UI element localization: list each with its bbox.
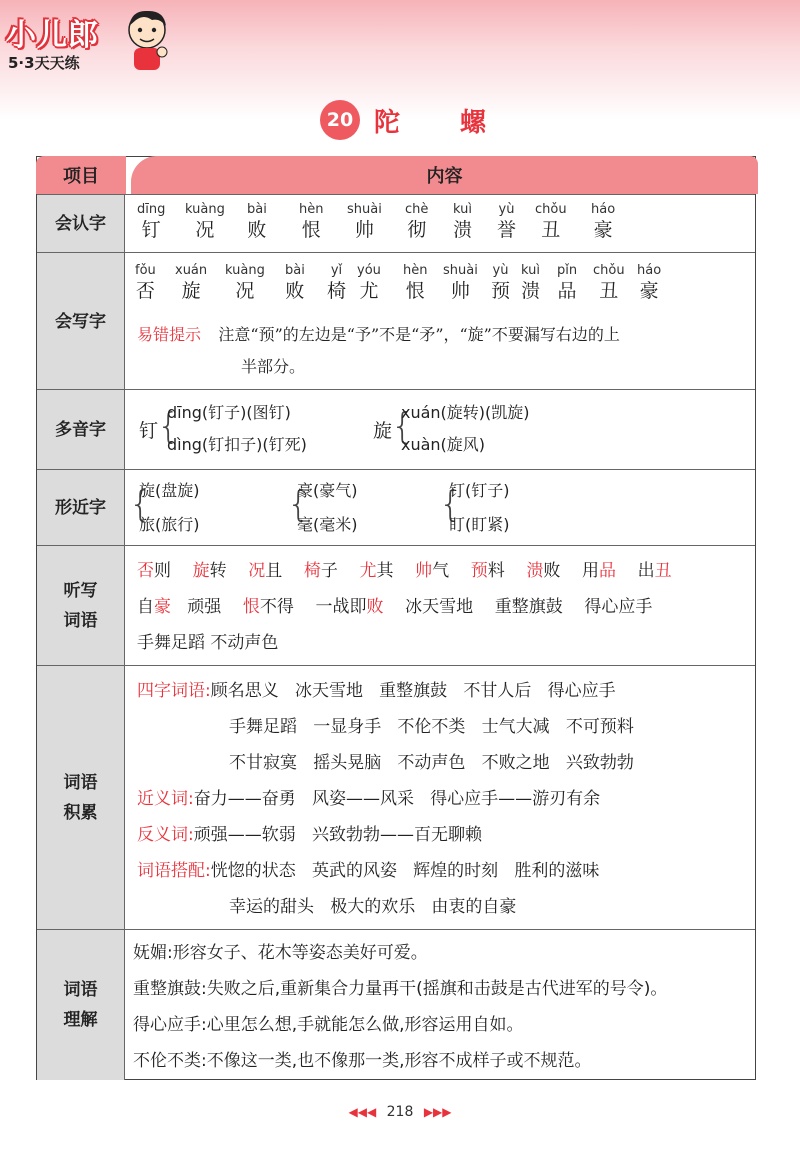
char-cell: shuài 帅 — [347, 202, 382, 241]
brand-name: 小儿郎 — [6, 18, 99, 53]
row-label: 形近字 — [37, 470, 125, 546]
column-header-item: 项目 — [36, 156, 126, 194]
char-cell: yǐ 椅 — [327, 263, 347, 302]
char-cell: kuàng 况 — [185, 202, 225, 241]
antonyms: 反义词:顽强——软弱 兴致勃勃——百无聊赖 — [137, 825, 482, 845]
accumulate-content — [137, 666, 749, 930]
dictation-line: 手舞足蹈 不动声色 — [137, 633, 279, 653]
synonyms: 近义词:奋力——奋勇 风姿——风采 得心应手——游刃有余 — [137, 789, 601, 809]
lesson-title — [320, 100, 620, 140]
similar-item: 旋(盘旋) — [139, 481, 200, 500]
error-tip-text-cont: 半部分。 — [241, 357, 306, 376]
similar-content — [129, 470, 749, 546]
dictation-content — [137, 546, 749, 666]
similar-item: 毫(毫米) — [297, 515, 358, 534]
left-arrows-icon: ◀◀◀ — [348, 1105, 377, 1119]
mascot-icon — [122, 8, 172, 74]
char-cell: chè 彻 — [405, 202, 429, 241]
row-accumulate — [37, 665, 755, 930]
page-footer — [0, 1104, 800, 1120]
char-cell: háo 豪 — [637, 263, 662, 302]
similar-item: 旅(旅行) — [139, 515, 200, 534]
char-cell: yóu 尤 — [357, 263, 381, 302]
row-label: 词语 理解 — [37, 930, 125, 1080]
char-cell: dīng 钉 — [137, 202, 166, 241]
row-label: 多音字 — [37, 390, 125, 470]
row-write — [37, 252, 755, 390]
char-cell: pǐn 品 — [557, 263, 578, 302]
collocations-cont: 幸运的甜头 极大的欢乐 由衷的自豪 — [229, 897, 517, 917]
char-cell: shuài 帅 — [443, 263, 478, 302]
error-tip-label: 易错提示 — [137, 325, 202, 344]
definition-line: 妩媚:形容女子、花木等姿态美好可爱。 — [133, 943, 428, 963]
brace-icon: { — [439, 484, 462, 525]
char-cell: yù 誉 — [497, 202, 517, 241]
lesson-number-badge: 20 — [320, 100, 360, 140]
write-chars — [137, 253, 749, 390]
row-label: 会写字 — [37, 253, 125, 390]
dictation-line: 否则 旋转 况且 椅子 尤其 帅气 预料 溃败 用品 出丑 — [137, 561, 672, 581]
char-cell: háo 豪 — [591, 202, 616, 241]
reading-line: xuán(旋转)(凯旋) — [401, 403, 530, 422]
brace-icon: { — [129, 484, 152, 525]
category-label: 四字词语: — [137, 681, 211, 701]
char-cell: kuì 溃 — [453, 202, 473, 241]
row-label: 词语 积累 — [37, 666, 125, 930]
row-label: 会认字 — [37, 195, 125, 253]
reading-line: dīng(钉子)(图钉) — [167, 403, 291, 422]
brand-logo — [6, 6, 176, 76]
category-label: 反义词: — [137, 825, 194, 845]
error-tip-text: 注意“预”的左边是“予”不是“矛”，“旋”不要漏写右边的上 — [218, 325, 620, 344]
polyphone-content — [137, 390, 749, 470]
four-char-words-cont: 手舞足蹈 一显身手 不伦不类 士气大减 不可预料 — [229, 717, 634, 737]
reading-line: xuàn(旋风) — [401, 435, 486, 454]
dictation-line: 自豪 顽强 恨不得 一战即败 冰天雪地 重整旗鼓 得心应手 — [137, 597, 653, 617]
char-cell: kuì 溃 — [521, 263, 541, 302]
recognize-chars — [137, 195, 749, 253]
right-arrows-icon: ▶▶▶ — [423, 1105, 452, 1119]
row-label: 听写 词语 — [37, 546, 125, 666]
row-recognize — [37, 194, 755, 253]
four-char-words: 四字词语:顾名思义 冰天雪地 重整旗鼓 不甘人后 得心应手 — [137, 681, 616, 701]
char-cell: hèn 恨 — [299, 202, 324, 241]
char-cell: chǒu 丑 — [593, 263, 625, 302]
row-dictation — [37, 545, 755, 666]
char-cell: fǒu 否 — [135, 263, 156, 302]
similar-item: 钉(钉子) — [449, 481, 510, 500]
similar-item: 盯(盯紧) — [449, 515, 510, 534]
polyphone-char: 旋 — [373, 420, 393, 442]
polyphone-char: 钉 — [139, 420, 159, 442]
char-cell: bài 败 — [285, 263, 305, 302]
row-similar — [37, 469, 755, 546]
study-table — [36, 156, 756, 1080]
char-cell: kuàng 况 — [225, 263, 265, 302]
char-cell: yù 预 — [491, 263, 511, 302]
brace-icon: { — [157, 406, 180, 447]
row-polyphone — [37, 389, 755, 470]
definition-line: 重整旗鼓:失败之后,重新集合力量再干(摇旗和击鼓是古代进军的号令)。 — [133, 979, 668, 999]
error-tip — [137, 319, 620, 351]
column-header-content: 内容 — [131, 156, 758, 194]
brand-tagline: 5·3天天练 — [8, 54, 80, 72]
page-number: 218 — [386, 1104, 414, 1120]
similar-item: 豪(豪气) — [297, 481, 358, 500]
brace-icon: { — [287, 484, 310, 525]
char-cell: hèn 恨 — [403, 263, 428, 302]
reading-line: dìng(钉扣子)(钉死) — [167, 435, 307, 454]
char-cell: bài 败 — [247, 202, 267, 241]
char-cell: chǒu 丑 — [535, 202, 567, 241]
category-label: 近义词: — [137, 789, 194, 809]
collocations: 词语搭配:恍惚的状态 英武的风姿 辉煌的时刻 胜利的滋味 — [137, 861, 600, 881]
brace-icon: { — [391, 406, 414, 447]
definition-line: 不伦不类:不像这一类,也不像那一类,形容不成样子或不规范。 — [133, 1051, 592, 1071]
definition-line: 得心应手:心里怎么想,手就能怎么做,形容运用自如。 — [133, 1015, 524, 1035]
category-label: 词语搭配: — [137, 861, 211, 881]
four-char-words-cont: 不甘寂寞 摇头晃脑 不动声色 不败之地 兴致勃勃 — [229, 753, 634, 773]
lesson-name: 陀螺 — [374, 108, 547, 138]
understand-content — [133, 930, 749, 1080]
char-cell: xuán 旋 — [175, 263, 208, 302]
row-understand — [37, 929, 755, 1080]
